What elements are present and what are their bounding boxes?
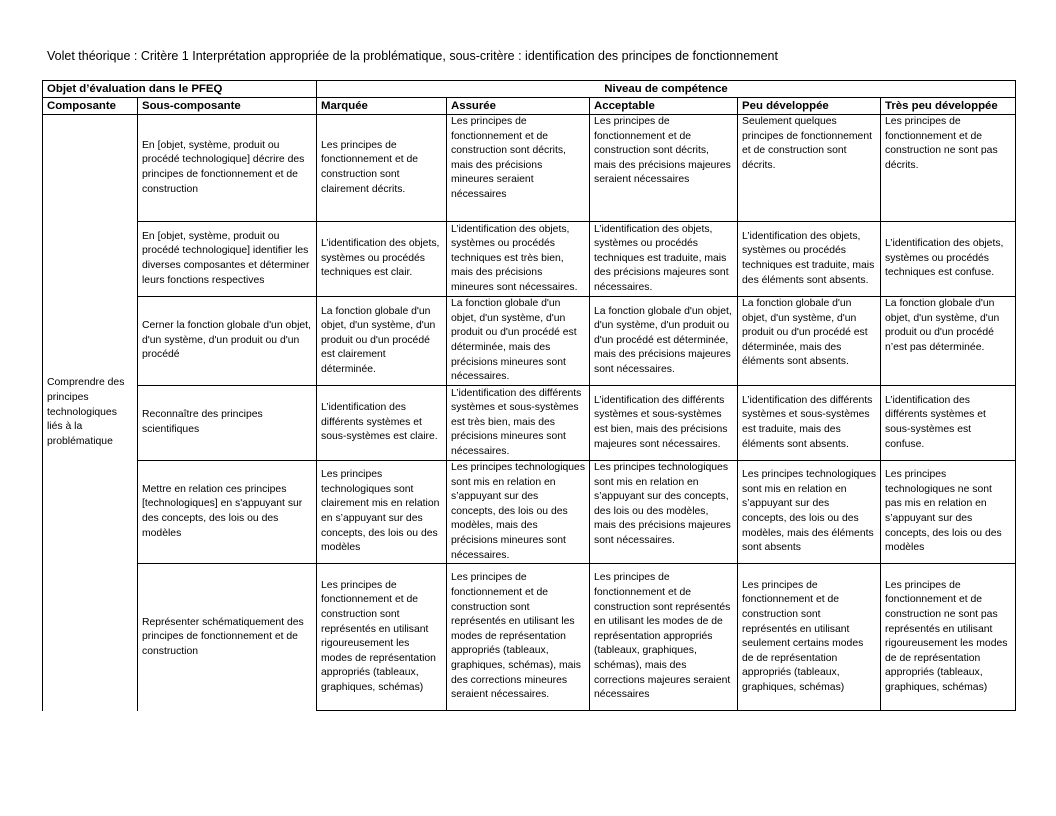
tres-peu-developpee-cell: Les principes technologiques ne sont pas mis en relation en s’appuyant sur des concepts, des lois ou des modèles xyxy=(881,461,1016,564)
table-row xyxy=(43,115,1016,222)
document-title: Volet théorique : Critère 1 Interprétation appropriée de la problématique, sous-critère : identification des principes de fonctionnement xyxy=(47,49,778,63)
table-row xyxy=(43,461,1016,564)
marquee-cell: Les principes de fonctionnement et de construction sont clairement décrits. xyxy=(317,115,447,222)
peu-developpee-cell: Seulement quelques principes de fonctionnement et de construction sont décrits. xyxy=(738,115,881,222)
sous-composante-cell: Cerner la fonction globale d'un objet, d'un système, d'un produit ou d'un procédé xyxy=(138,297,317,386)
acceptable-cell: L’identification des différents systèmes et sous-systèmes est bien, mais des précisions majeures sont nécessaires. xyxy=(590,386,738,461)
peu-developpee-cell: L’identification des objets, systèmes ou procédés techniques est traduite, mais des éléments sont absents. xyxy=(738,222,881,297)
table-row xyxy=(43,222,1016,297)
assuree-cell: L’identification des différents systèmes et sous-systèmes est très bien, mais des précisions mineures sont nécessaires. xyxy=(447,386,590,461)
sous-composante-cell: En [objet, système, produit ou procédé technologique] décrire des principes de fonctionnement et de construction xyxy=(138,115,317,222)
peu-developpee-cell: L’identification des différents systèmes et sous-systèmes est traduite, mais des éléments sont absents. xyxy=(738,386,881,461)
column-header-sous-composante: Sous-composante xyxy=(138,98,317,115)
tres-peu-developpee-cell: Les principes de fonctionnement et de construction ne sont pas décrits. xyxy=(881,115,1016,222)
evaluation-rubric-table xyxy=(42,80,1016,711)
table-row xyxy=(43,386,1016,461)
tres-peu-developpee-cell: La fonction globale d'un objet, d'un système, d'un produit ou d'un procédé n’est pas déterminée. xyxy=(881,297,1016,386)
header-group-row xyxy=(43,81,1016,98)
header-group-objet: Objet d’évaluation dans le PFEQ xyxy=(43,81,317,98)
marquee-cell: L’identification des objets, systèmes ou procédés techniques est clair. xyxy=(317,222,447,297)
tres-peu-developpee-cell: L’identification des objets, systèmes ou procédés techniques est confuse. xyxy=(881,222,1016,297)
sous-composante-cell: Représenter schématiquement des principes de fonctionnement et de construction xyxy=(138,564,317,711)
sous-composante-cell: En [objet, système, produit ou procédé technologique] identifier les diverses composantes et déterminer leurs fonctions respectives xyxy=(138,222,317,297)
column-header-tres-peu-developpee: Très peu développée xyxy=(881,98,1016,115)
column-header-row xyxy=(43,98,1016,115)
sous-composante-cell: Mettre en relation ces principes [technologiques] en s'appuyant sur des concepts, des lois ou des modèles xyxy=(138,461,317,564)
table-row xyxy=(43,564,1016,711)
assuree-cell: Les principes de fonctionnement et de construction sont décrits, mais des précisions mineures seraient nécessaires xyxy=(447,115,590,222)
assuree-cell: Les principes de fonctionnement et de construction sont représentés en utilisant les modes de représentation appropriés (tableaux, graphiques, schémas), mais des corrections mineures seraient nécessaires. xyxy=(447,564,590,711)
marquee-cell: Les principes de fonctionnement et de construction sont représentés en utilisant rigoureusement les modes de représentation appropriés (tableaux, graphiques, schémas) xyxy=(317,564,447,711)
sous-composante-cell: Reconnaître des principes scientifiques xyxy=(138,386,317,461)
header-group-niveau: Niveau de compétence xyxy=(317,81,1016,98)
assuree-cell: Les principes technologiques sont mis en relation en s’appuyant sur des concepts, des lois ou des modèles, mais des précisions mineures sont nécessaires. xyxy=(447,461,590,564)
marquee-cell: La fonction globale d'un objet, d'un système, d'un produit ou d'un procédé est clairement déterminée. xyxy=(317,297,447,386)
composante-cell: Comprendre des principes technologiques liés à la problématique xyxy=(43,115,138,711)
peu-developpee-cell: Les principes de fonctionnement et de construction sont représentés en utilisant seulement certains modes de de représentation appropriés (tableaux, graphiques, schémas) xyxy=(738,564,881,711)
marquee-cell: L’identification des différents systèmes et sous-systèmes est claire. xyxy=(317,386,447,461)
column-header-acceptable: Acceptable xyxy=(590,98,738,115)
column-header-assuree: Assurée xyxy=(447,98,590,115)
column-header-peu-developpee: Peu développée xyxy=(738,98,881,115)
tres-peu-developpee-cell: Les principes de fonctionnement et de construction ne sont pas représentés en utilisant rigoureusement les modes de de représentation appropriés (tableaux, graphiques, schémas) xyxy=(881,564,1016,711)
marquee-cell: Les principes technologiques sont clairement mis en relation en s’appuyant sur des concepts, des lois ou des modèles xyxy=(317,461,447,564)
column-header-marquee: Marquée xyxy=(317,98,447,115)
assuree-cell: L’identification des objets, systèmes ou procédés techniques est très bien, mais des précisions mineures sont nécessaires. xyxy=(447,222,590,297)
acceptable-cell: Les principes de fonctionnement et de construction sont représentés en utilisant les modes de de représentation appropriés (tableaux, graphiques, schémas), mais des corrections majeures seraient nécessaires xyxy=(590,564,738,711)
column-header-composante: Composante xyxy=(43,98,138,115)
acceptable-cell: L’identification des objets, systèmes ou procédés techniques est traduite, mais des précisions majeures sont nécessaires. xyxy=(590,222,738,297)
peu-developpee-cell: La fonction globale d'un objet, d'un système, d'un produit ou d'un procédé est déterminée, mais des éléments sont absents. xyxy=(738,297,881,386)
peu-developpee-cell: Les principes technologiques sont mis en relation en s’appuyant sur des concepts, des lois ou des modèles, mais des éléments sont absents xyxy=(738,461,881,564)
assuree-cell: La fonction globale d'un objet, d'un système, d'un produit ou d'un procédé est déterminée, mais des précisions mineures sont nécessaires. xyxy=(447,297,590,386)
acceptable-cell: Les principes technologiques sont mis en relation en s’appuyant sur des concepts, des lois ou des modèles, mais des précisions majeures sont nécessaires. xyxy=(590,461,738,564)
tres-peu-developpee-cell: L’identification des différents systèmes et sous-systèmes est confuse. xyxy=(881,386,1016,461)
acceptable-cell: La fonction globale d'un objet, d'un système, d'un produit ou d'un procédé est déterminée, mais des précisions majeures sont nécessaires. xyxy=(590,297,738,386)
table-row xyxy=(43,297,1016,386)
acceptable-cell: Les principes de fonctionnement et de construction sont décrits, mais des précisions majeures seraient nécessaires xyxy=(590,115,738,222)
